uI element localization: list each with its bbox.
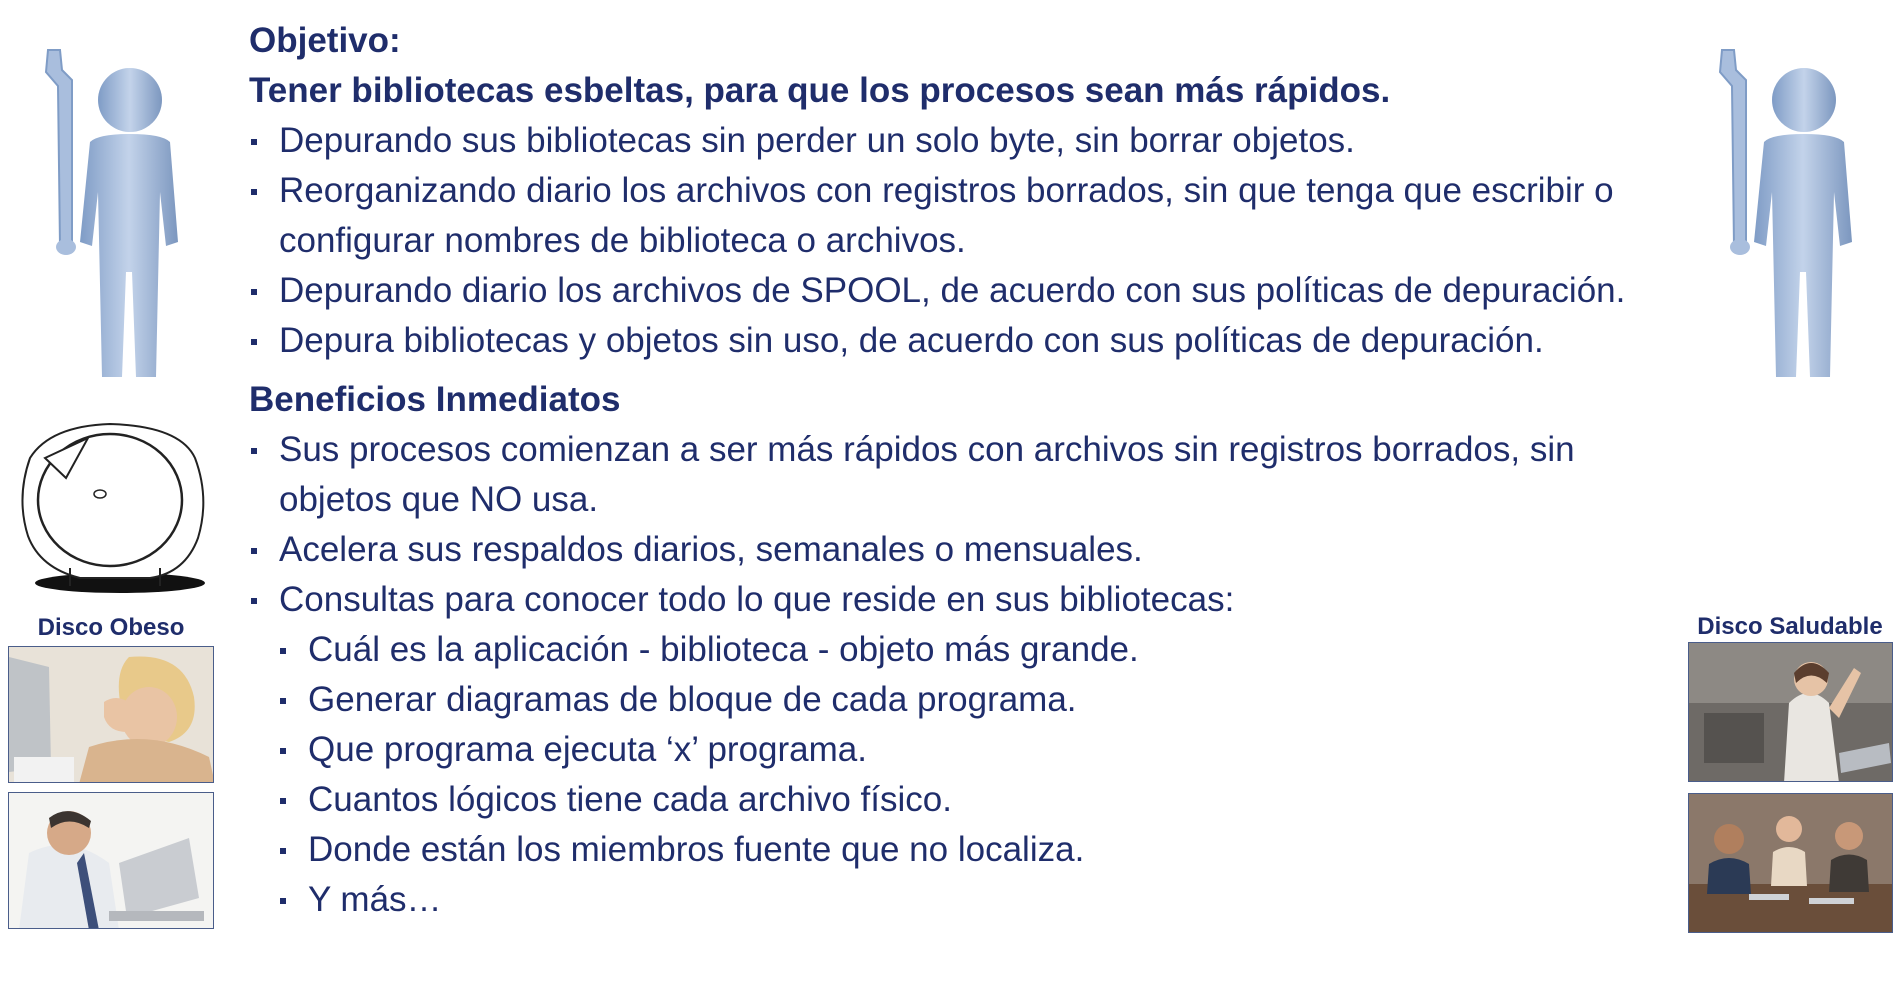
list-item: Depura bibliotecas y objetos sin uso, de acuerdo con sus políticas de depuración. (249, 316, 1669, 366)
list-item: Donde están los miembros fuente que no localiza. (278, 825, 1669, 875)
list-item: Depurando diario los archivos de SPOOL, de acuerdo con sus políticas de depuración. (249, 266, 1669, 316)
caption-obese-disk: Disco Obeso (37, 614, 185, 641)
list-item: Reorganizando diario los archivos con registros borrados, sin que tenga que escribir o configurar nombres de biblioteca o archivos. (249, 166, 1669, 266)
main-content (249, 16, 1669, 925)
fat-disk-cartoon-icon (10, 418, 210, 598)
caption-healthy-disk: Disco Saludable (1697, 613, 1883, 640)
list-item: Cuantos lógicos tiene cada archivo físico. (278, 775, 1669, 825)
stressed-man-laptop-photo (8, 792, 214, 929)
heading-objective: Objetivo: (249, 21, 401, 60)
list-item: Generar diagramas de bloque de cada programa. (278, 675, 1669, 725)
worker-with-wrench-icon (38, 42, 208, 382)
worker-with-wrench-icon (1712, 42, 1882, 382)
happy-team-meeting-photo (1688, 793, 1893, 933)
queries-list (249, 625, 1669, 925)
list-item: Cuál es la aplicación - biblioteca - objeto más grande. (278, 625, 1669, 675)
benefits-list (249, 425, 1669, 625)
list-item: Y más… (278, 875, 1669, 925)
list-item: Que programa ejecuta ‘x’ programa. (278, 725, 1669, 775)
heading-goal: Tener bibliotecas esbeltas, para que los procesos sean más rápidos. (249, 71, 1391, 110)
list-item: Depurando sus bibliotecas sin perder un solo byte, sin borrar objetos. (249, 116, 1669, 166)
list-item: Consultas para conocer todo lo que reside en sus bibliotecas: (249, 575, 1669, 625)
heading-benefits: Beneficios Inmediatos (249, 380, 621, 419)
happy-woman-laptop-photo (1688, 642, 1893, 782)
list-item: Acelera sus respaldos diarios, semanales o mensuales. (249, 525, 1669, 575)
stressed-woman-photo (8, 646, 214, 783)
objective-list (249, 116, 1669, 366)
list-item: Sus procesos comienzan a ser más rápidos con archivos sin registros borrados, sin objetos que NO usa. (249, 425, 1669, 525)
